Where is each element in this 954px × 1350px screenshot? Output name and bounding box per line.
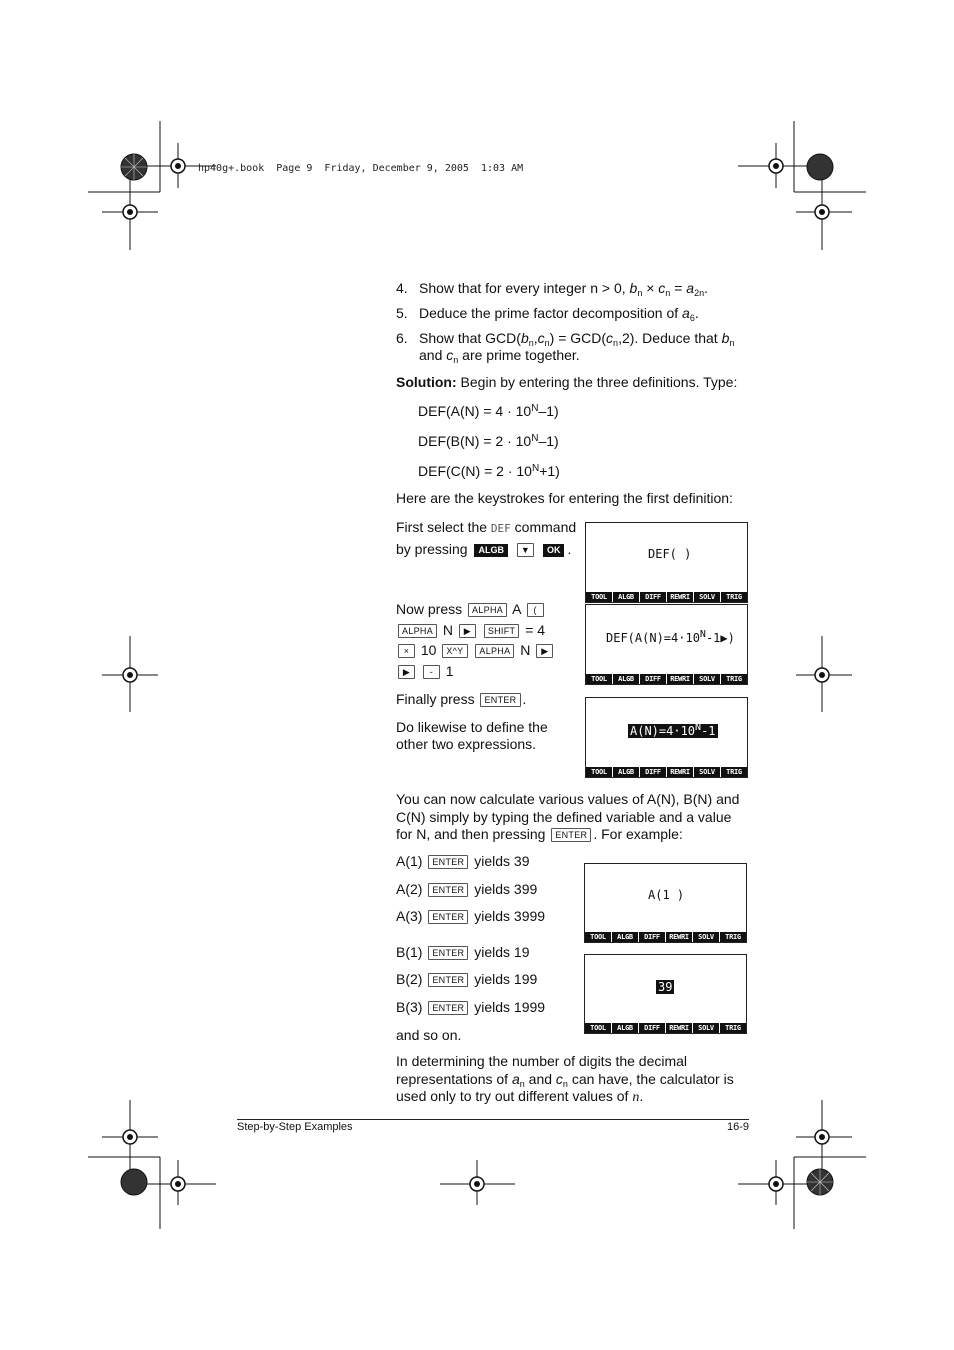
screen-display: A(1 )	[648, 888, 685, 902]
screen-display: $A(N)=4\cdot 10^N-1$	[630, 722, 716, 738]
step-select-def: First select the DEF command by pressing ALGB ▼ OK .	[396, 519, 577, 557]
calculator-screen-result	[585, 697, 748, 778]
calculator-screen-39	[584, 954, 747, 1034]
screen-display: $DEF(A(N)=4\cdot 10^N-1▶)$	[606, 629, 735, 645]
softkey-menu: TOOL ALGB DIFF REWRI SOLV TRIG	[586, 767, 747, 777]
enter-key: ENTER	[480, 693, 520, 707]
definition-1: $DEF(A(N) = 4 \cdot 10^N-1)$	[418, 403, 559, 419]
numbered-list: 4. Show that for every integer n > 0, $b_n \times c_n = a_{2n}$. 5. Deduce the prime factor decomposition of $a_6$. 6. Show that $GCD(b_n,c_n) = GCD(c_n,2)$. Deduce that $b_n$ and $c_n$ are prime together.	[396, 280, 735, 365]
footer-section-title: Step-by-Step Examples	[237, 1121, 353, 1133]
and-so-on: and so on.	[396, 1027, 462, 1043]
alpha-key: ALPHA	[398, 624, 437, 638]
calculator-screen-a1	[584, 863, 747, 943]
softkey-menu: TOOL ALGB DIFF REWRI SOLV TRIG	[586, 674, 747, 684]
enter-key: ENTER	[551, 828, 591, 842]
solution-label: Solution:	[396, 374, 457, 390]
right-arrow-key: ▶	[536, 644, 553, 658]
enter-key: ENTER	[428, 946, 468, 960]
enter-key: ENTER	[428, 855, 468, 869]
times-key: ×	[398, 644, 415, 658]
enter-key: ENTER	[428, 883, 468, 897]
definition-2: $DEF(B(N) = 2 \cdot 10^N-1)$	[418, 433, 559, 449]
right-arrow-key: ▶	[398, 665, 415, 679]
example-row: B(3) ENTER yields 1999	[396, 999, 546, 1015]
example-row: B(1) ENTER yields 19	[396, 944, 530, 960]
softkey-menu: TOOL ALGB DIFF REWRI SOLV TRIG	[585, 1023, 746, 1033]
softkey-menu: TOOL ALGB DIFF REWRI SOLV TRIG	[585, 932, 746, 942]
example-row: B(2) ENTER yields 199	[396, 971, 538, 987]
footer-rule	[237, 1119, 749, 1120]
minus-key: -	[423, 665, 440, 679]
ok-softkey: OK	[543, 544, 565, 557]
calculator-screen-def-filled	[585, 604, 748, 685]
screen-display: DEF( )	[648, 547, 692, 561]
shift-key: SHIFT	[484, 624, 520, 638]
algb-softkey: ALGB	[474, 544, 508, 557]
paren-key: (	[527, 603, 544, 617]
page-number: 16-9	[726, 1121, 749, 1133]
example-row: A(3) ENTER yields 3999	[396, 908, 546, 924]
step-finally: Finally press ENTER .	[396, 691, 527, 707]
calc-paragraph: You can now calculate various values of A(N), B(N) and C(N) simply by typing the defined variable and a value for N, and then pressing ENTER . For example:	[396, 791, 740, 842]
softkey-menu: TOOL ALGB DIFF REWRI SOLV TRIG	[586, 592, 747, 602]
keystrokes-intro: Here are the keystrokes for entering the first definition:	[396, 490, 733, 506]
down-arrow-key: ▼	[517, 543, 534, 557]
print-header: hp40g+.book Page 9 Friday, December 9, 2005 1:03 AM	[198, 163, 524, 174]
example-row: A(1) ENTER yields 39	[396, 853, 530, 869]
calculator-screen-def	[585, 522, 748, 603]
final-paragraph: In determining the number of digits the decimal representations of $a_n$ and $c_n$ can have, the calculator is used only to try out different values of n.	[396, 1053, 734, 1105]
alpha-key: ALPHA	[475, 644, 514, 658]
def-command: DEF	[490, 522, 511, 535]
right-arrow-key: ▶	[459, 624, 476, 638]
alpha-key: ALPHA	[468, 603, 507, 617]
power-key: X^Y	[442, 644, 467, 658]
example-row: A(2) ENTER yields 399	[396, 881, 538, 897]
step-likewise: Do likewise to define the other two expressions.	[396, 719, 548, 752]
enter-key: ENTER	[428, 1001, 468, 1015]
enter-key: ENTER	[428, 910, 468, 924]
step-keystrokes: Now press ALPHA A ( ALPHA N ▶ SHIFT = 4 × 10 X^Y ALPHA N ▶ ▶ - 1	[396, 599, 576, 681]
solution-paragraph: Solution: Begin by entering the three definitions. Type:	[396, 374, 738, 390]
enter-key: ENTER	[428, 973, 468, 987]
definition-3: $DEF(C(N) = 2 \cdot 10^N+1)$	[418, 463, 560, 479]
screen-display: 39	[658, 980, 673, 994]
